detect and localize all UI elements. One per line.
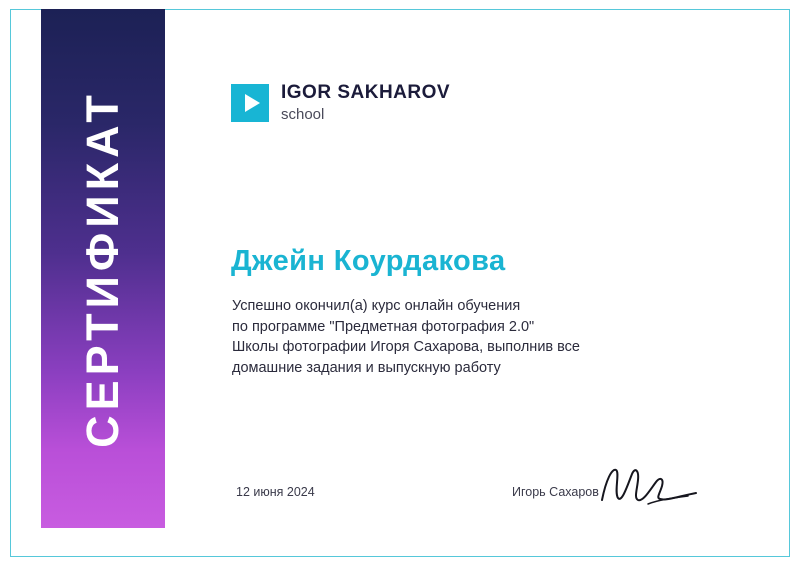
certificate-body <box>232 296 580 378</box>
logo-name: IGOR SAKHAROV <box>281 82 451 103</box>
play-triangle-icon <box>231 84 269 122</box>
certificate-side-band <box>41 9 165 528</box>
body-line: Успешно окончил(а) курс онлайн обучения <box>232 298 521 314</box>
recipient-name: Джейн Коурдакова <box>231 245 506 277</box>
signature-icon <box>596 460 706 508</box>
body-line: домашние задания и выпускную работу <box>232 359 501 376</box>
issue-date: 12 июня 2024 <box>236 485 315 499</box>
body-line: Школы фотографии Игоря Сахарова, выполнив все <box>232 339 580 355</box>
signer-name: Игорь Сахаров <box>512 485 599 499</box>
school-logo <box>231 82 450 125</box>
certificate-title: СЕРТИФИКАТ <box>77 89 128 448</box>
body-line: по программе "Предметная фотография 2.0" <box>232 318 535 335</box>
logo-subtitle: school <box>281 106 325 123</box>
